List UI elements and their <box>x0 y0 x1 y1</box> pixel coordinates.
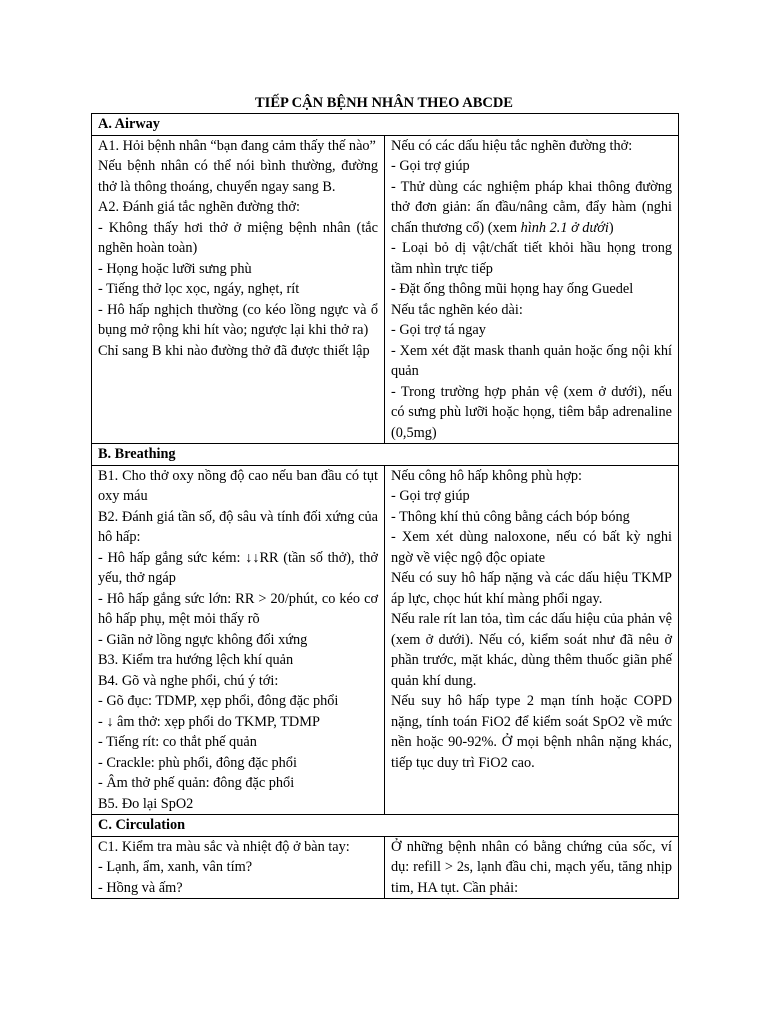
section-header-row-circulation <box>92 815 679 837</box>
airway-left-paragraph: Nếu bệnh nhân có thể nói bình thường, đường thở là thông thoáng, chuyển ngay sang B. <box>98 158 378 195</box>
breathing-right-paragraph: Nếu suy hô hấp type 2 mạn tính hoặc COPD nặng, tính toán FiO2 để kiểm soát SpO2 về mức nền hoặc 90-92%. Ở mọi bệnh nhân nặng khác, tiếp tục duy trì FiO2 cao. <box>391 693 673 771</box>
airway-left-paragraph: A2. Đánh giá tắc nghẽn đường thở: <box>98 199 300 215</box>
abcde-table <box>91 113 679 899</box>
breathing-right-paragraph: Nếu rale rít lan tỏa, tìm các dấu hiệu của phản vệ (xem ở dưới). Nếu có, kiểm soát như đã nêu ở phần trước, mặt khác, dùng thêm thuốc giãn phế quản khí dung. <box>391 611 673 689</box>
airway-left-paragraph: - Không thấy hơi thở ở miệng bệnh nhân (tắc nghẽn hoàn toàn) <box>98 219 378 256</box>
airway-right-text: - Thử dùng các nghiệm pháp khai thông đường thở đơn giản: ấn đầu/nâng cằm, đẩy hàm (nghi chấn thương cổ) (xem <box>391 178 673 236</box>
airway-left-paragraph: - Họng hoặc lưỡi sưng phù <box>98 260 252 277</box>
circulation-assessment-cell <box>92 836 385 899</box>
breathing-left-paragraph: - ↓ âm thở: xẹp phổi do TKMP, TDMP <box>98 713 320 730</box>
document-title: TIẾP CẬN BỆNH NHÂN THEO ABCDE <box>255 95 513 111</box>
airway-right-paragraph: Nếu có các dấu hiệu tắc nghẽn đường thở: <box>391 137 633 154</box>
breathing-left-paragraph: B1. Cho thở oxy nồng độ cao nếu ban đầu có tụt oxy máu <box>98 467 378 504</box>
circulation-right-paragraph: Ở những bệnh nhân có bằng chứng của sốc, ví dụ: refill > 2s, lạnh đầu chi, mạch yếu, tăng nhịp tim, HA tụt. Cần phải: <box>391 838 673 896</box>
airway-right-paragraph: - Gọi trợ tá ngay <box>391 322 486 338</box>
section-header-airway: A. Airway <box>92 114 679 136</box>
breathing-management-cell <box>385 465 679 815</box>
airway-left-paragraph: A1. Hỏi bệnh nhân “bạn đang cảm thấy thế nào” <box>98 137 376 154</box>
airway-right-paragraph: - Gọi trợ giúp <box>391 158 470 174</box>
breathing-left-paragraph: - Tiếng rít: co thắt phế quản <box>98 734 257 750</box>
airway-right-paragraph <box>391 177 672 239</box>
breathing-left-paragraph: B3. Kiểm tra hướng lệch khí quản <box>98 652 294 668</box>
section-header-circulation: C. Circulation <box>92 815 679 837</box>
section-header-row-airway <box>92 114 679 136</box>
airway-left-paragraph: - Tiếng thở lọc xọc, ngáy, nghẹt, rít <box>98 281 300 297</box>
section-header-breathing: B. Breathing <box>92 444 679 466</box>
section-header-row-breathing <box>92 444 679 466</box>
breathing-left-paragraph: - Gõ đục: TDMP, xẹp phổi, đông đặc phổi <box>98 693 339 709</box>
circulation-management-cell <box>385 836 679 899</box>
section-row-breathing <box>92 465 679 815</box>
breathing-right-paragraph: Nếu công hô hấp không phù hợp: <box>391 467 583 484</box>
breathing-left-paragraph: - Hô hấp gắng sức kém: ↓↓RR (tần số thở), thở yếu, thở ngáp <box>98 549 378 586</box>
airway-right-text: ) <box>608 219 614 236</box>
airway-assessment-cell <box>92 135 385 444</box>
breathing-right-paragraph: Nếu có suy hô hấp nặng và các dấu hiệu TKMP áp lực, chọc hút khí màng phổi ngay. <box>391 570 673 607</box>
circulation-left-paragraph: - Lạnh, ẩm, xanh, vân tím? <box>98 859 253 875</box>
airway-right-paragraph: - Đặt ống thông mũi họng hay ống Guedel <box>391 281 634 297</box>
breathing-left-paragraph: B4. Gõ và nghe phổi, chú ý tới: <box>98 672 279 689</box>
airway-right-paragraph: Nếu tắc nghẽn kéo dài: <box>391 301 523 318</box>
breathing-right-paragraph: - Thông khí thủ công bằng cách bóp bóng <box>391 508 630 525</box>
breathing-left-paragraph: - Giãn nở lồng ngực không đối xứng <box>98 631 308 648</box>
airway-management-cell <box>385 135 679 444</box>
airway-left-paragraph: - Hô hấp nghịch thường (co kéo lồng ngực và ổ bụng mở rộng khi hít vào; ngược lại khi thở ra) <box>98 301 378 338</box>
breathing-left-paragraph: - Crackle: phù phổi, đông đặc phổi <box>98 754 297 771</box>
airway-right-paragraph: - Xem xét đặt mask thanh quản hoặc ống nội khí quản <box>391 342 673 379</box>
section-row-circulation <box>92 836 679 899</box>
airway-figure-reference: hình 2.1 ở dưới <box>520 219 609 236</box>
circulation-left-paragraph: C1. Kiểm tra màu sắc và nhiệt độ ở bàn tay: <box>98 838 350 855</box>
airway-right-paragraph: - Trong trường hợp phản vệ (xem ở dưới), nếu có sưng phù lưỡi hoặc họng, tiêm bắp adrenaline (0,5mg) <box>391 383 673 441</box>
breathing-left-paragraph: - Âm thở phế quản: đông đặc phổi <box>98 775 295 791</box>
breathing-left-paragraph: B5. Đo lại SpO2 <box>98 795 194 812</box>
breathing-right-paragraph: - Gọi trợ giúp <box>391 488 470 504</box>
breathing-left-paragraph: - Hô hấp gắng sức lớn: RR > 20/phút, co kéo cơ hô hấp phụ, mệt mỏi thấy rõ <box>98 590 378 627</box>
section-row-airway <box>92 135 679 444</box>
airway-left-paragraph: Chỉ sang B khi nào đường thở đã được thiết lập <box>98 342 370 359</box>
circulation-left-paragraph: - Hồng và ấm? <box>98 879 183 896</box>
breathing-left-paragraph: B2. Đánh giá tần số, độ sâu và tính đối xứng của hô hấp: <box>98 508 378 545</box>
airway-right-paragraph: - Loại bỏ dị vật/chất tiết khỏi hầu họng trong tầm nhìn trực tiếp <box>391 240 673 277</box>
breathing-assessment-cell <box>92 465 385 815</box>
breathing-right-paragraph: - Xem xét dùng naloxone, nếu có bất kỳ nghi ngờ về việc ngộ độc opiate <box>391 529 673 566</box>
